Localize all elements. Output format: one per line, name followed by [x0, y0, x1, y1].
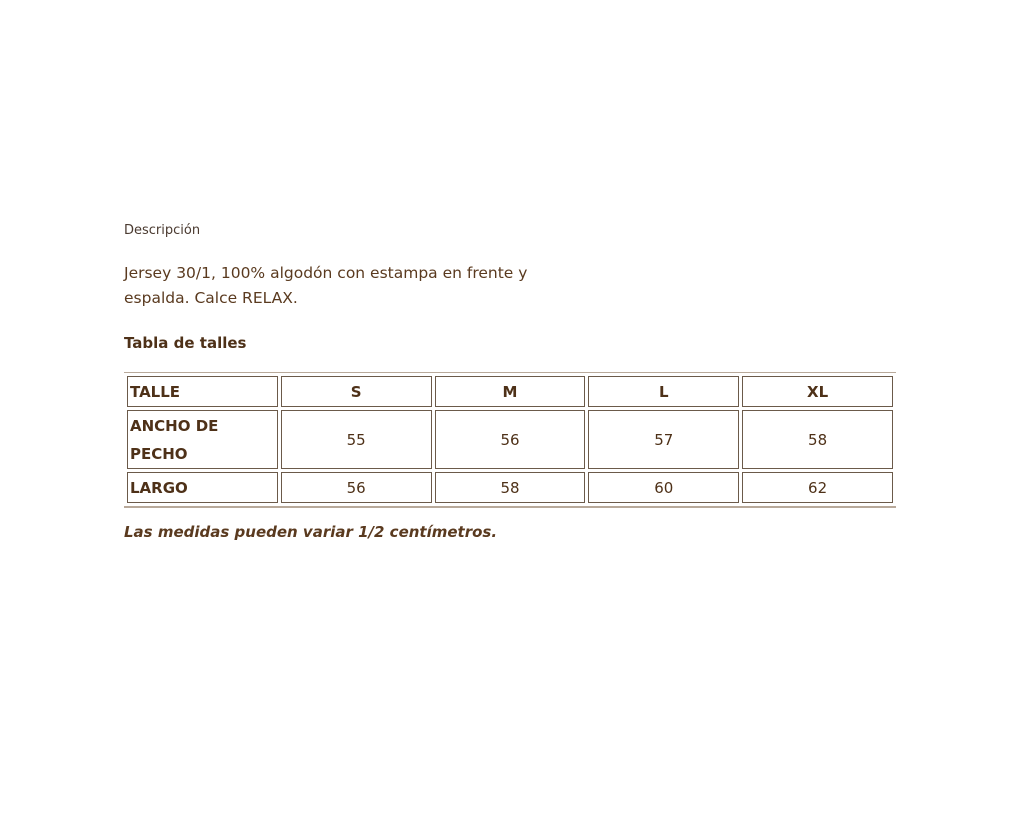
- table-cell: 57: [588, 410, 739, 469]
- table-header-cell: L: [588, 376, 739, 407]
- row-label: ANCHO DE PECHO: [127, 410, 278, 469]
- table-cell: 56: [281, 472, 432, 503]
- product-description: [124, 222, 896, 542]
- size-table-title: Tabla de talles: [124, 334, 247, 352]
- table-cell: 62: [742, 472, 893, 503]
- table-header-cell: XL: [742, 376, 893, 407]
- section-label: Descripción: [124, 223, 201, 238]
- table-row: [127, 472, 893, 503]
- measurement-note: Las medidas pueden variar 1/2 centímetros.: [124, 523, 498, 541]
- table-cell: 55: [281, 410, 432, 469]
- table-cell: 58: [742, 410, 893, 469]
- size-table: [124, 372, 896, 508]
- table-header-row: [127, 376, 893, 407]
- table-header-cell: TALLE: [127, 376, 278, 407]
- table-cell: 58: [435, 472, 586, 503]
- table-header-cell: S: [281, 376, 432, 407]
- table-row: [127, 410, 893, 469]
- table-cell: 56: [435, 410, 586, 469]
- row-label: LARGO: [127, 472, 278, 503]
- table-cell: 60: [588, 472, 739, 503]
- table-header-cell: M: [435, 376, 586, 407]
- description-text: Jersey 30/1, 100% algodón con estampa en frente y espalda. Calce RELAX.: [124, 264, 528, 307]
